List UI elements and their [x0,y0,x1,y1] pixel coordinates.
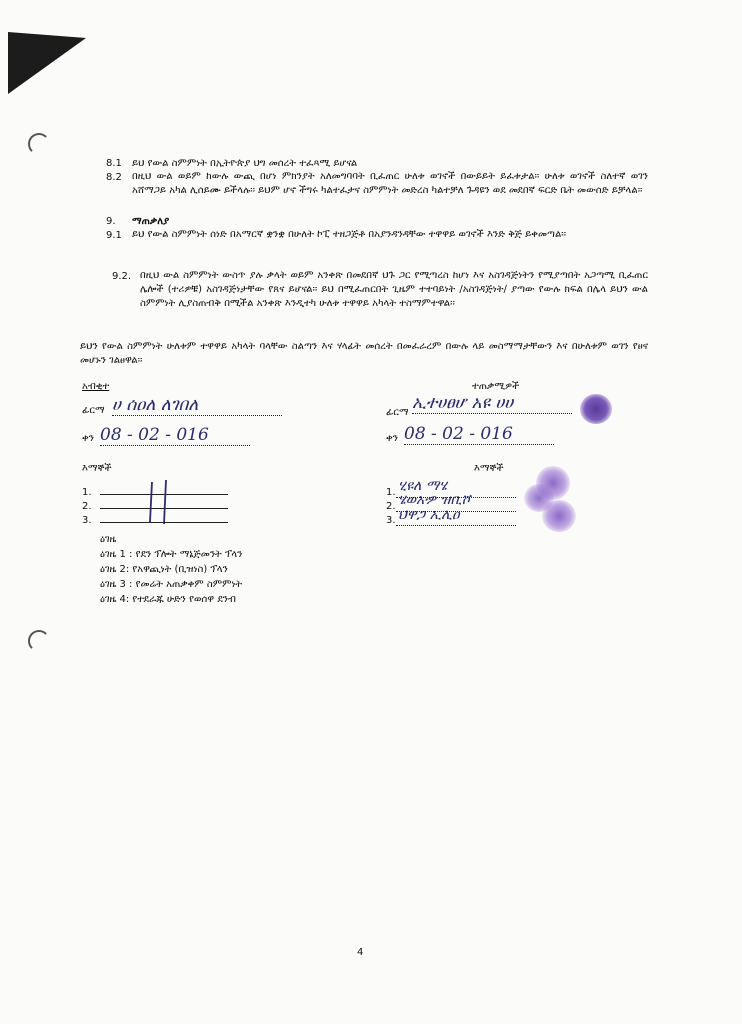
annex-list [100,532,242,607]
annex-item-2: ዕገዜ 2: የአዋጪነት (ቢዝነስ) ፕላን [100,564,228,575]
left-witnesses-title: እማኞች [82,463,112,474]
left-witness-3-number: 3. [82,515,92,526]
left-date-label: ቀን [82,433,94,444]
left-party-role: አብቂተ [82,381,110,392]
punch-hole-bottom [28,630,50,652]
clause-8-1-text: ይህ የውል ስምምነት በኢትዮጵያ ህግ መሰረት ተፈጻሚ ይሆናል [132,158,358,169]
right-signature: ኢተሀፀሆ አዩ ሀሀ [412,393,572,414]
punch-hole-top [28,133,50,155]
annex-item-3: ዕገዜ 3 : የመሬት አጠቃቀም ስምምነት [100,579,243,590]
clause-9-heading: ማጠቃለያ [132,216,170,227]
right-witnesses-title: እማኞች [474,463,504,474]
annex-item-4: ዕገዜ 4: የተደራጁ ሁድን የወሰዋ ደንብ [100,594,236,605]
left-witness-1-number: 1. [82,487,92,498]
closing-statement: ይህን የውል ስምምነት ሁለቱም ተዋዋይ አካላት ባላቸው ስልጣን እና ሃላፊት መሰረት በመፈራረም በውሉ ላይ መስማማታቸውን እና በሁለቱም ወገን የፀና መሆኑን ገልፀዋል፡፡ [80,341,648,366]
clause-8-2-number: 8.2 [106,172,122,183]
page-number: 4 [357,947,364,958]
clause-8-1-number: 8.1 [106,158,122,169]
left-date: 08 - 02 - 016 [100,425,250,446]
annex-title: ዕገዜ [100,534,117,545]
right-witness-3-number: 3. [386,515,396,526]
right-fingerprint-stamp [580,394,612,424]
right-witness-2-line [396,510,516,512]
clause-9-1-number: 9.1 [106,230,122,241]
right-witness-3-line [396,524,516,526]
right-witness-2-name: ሄወአዏ ዝቢሾ [398,492,471,508]
clause-9-2-text: በዚህ ውል ስምምነት ውስጥ ያሉ ቃላት ወይም አንቀጽ በመደበኛ ህጉ ጋር የሚጣረስ ከሆነ እና አስገዳጅነትን የሚያጣበት አጋጣሚ ቢፈጠር ሌሎች (ተሪዎቹ) አስገዳጅነታቸው የጸና ይሆናል፡፡ ይህ በሚፈጠርበት ጊዜም ተተባይነት /አስገዳጅነት/ ያጣው የውሉ ክፍል በሌላ ይህን ውል ስምምነት ሊያስጠብቅ በሚችል አንቀጽ እንዲተካ ሁለቱ ተዋዋይ አካላት ተስማምተዋል፡፡ [140,270,648,309]
right-party-role: ተጠቃሚዎች [472,381,520,392]
left-witness-strike-marks [140,478,180,526]
right-witness-3-name: ህዋጋ ኢሊዐ [398,507,460,523]
clause-9-number: 9. [106,216,116,227]
annex-item-1: ዕገዜ 1 : የደን ፕሎት ማኔጅመንት ፕላን [100,549,243,560]
right-witness-1-line [396,496,516,498]
left-sign-label: ፊርማ [82,405,105,416]
right-date: 08 - 02 - 016 [404,424,554,445]
right-witness-1-name: ሂዩለ ማሄ [398,478,447,494]
right-witness-1-number: 1. [386,487,396,498]
left-witness-2-number: 2. [82,501,92,512]
left-signature: ሀ ሰዐለ ለገበለ [112,395,282,416]
clause-9-2-number: 9.2. [112,271,132,282]
folded-corner-shadow [8,32,88,102]
witness-fingerprint-3 [542,500,576,532]
right-date-label: ቀን [386,433,398,444]
clause-8-2-text: በዚህ ውል ወይም ከውሉ ውጪ በሆነ ምክንያት አለመግባባት ቢፈጠር ሁለቱ ወገኖች በውይይት ይፈቱታል፡፡ ሁለቱ ወገኖች ስለተኛ ወገን አሸማጋይ አካል ሊሰይሙ ይችላሉ፡፡ ይህም ሆኖ ችግሩ ካልተፈታና ስምምነት መድረስ ካልተቻለ ጉዳዩን ወደ መደበኛ ፍርድ ቤት መውሰድ ይቻላል፡፡ [132,171,648,196]
clause-9-1-text: ይህ የውል ስምምነት ሰነድ በአማርኛ ቋንቋ በሁለት ኮፒ ተዘጋጅቶ በአያንዳንዳቸው ተዋዋይ ወገኖች እንድ ቅጅ ይቀመጣል፡፡ [132,229,567,240]
right-witness-2-number: 2. [386,501,396,512]
right-sign-label: ፊርማ [386,407,409,418]
